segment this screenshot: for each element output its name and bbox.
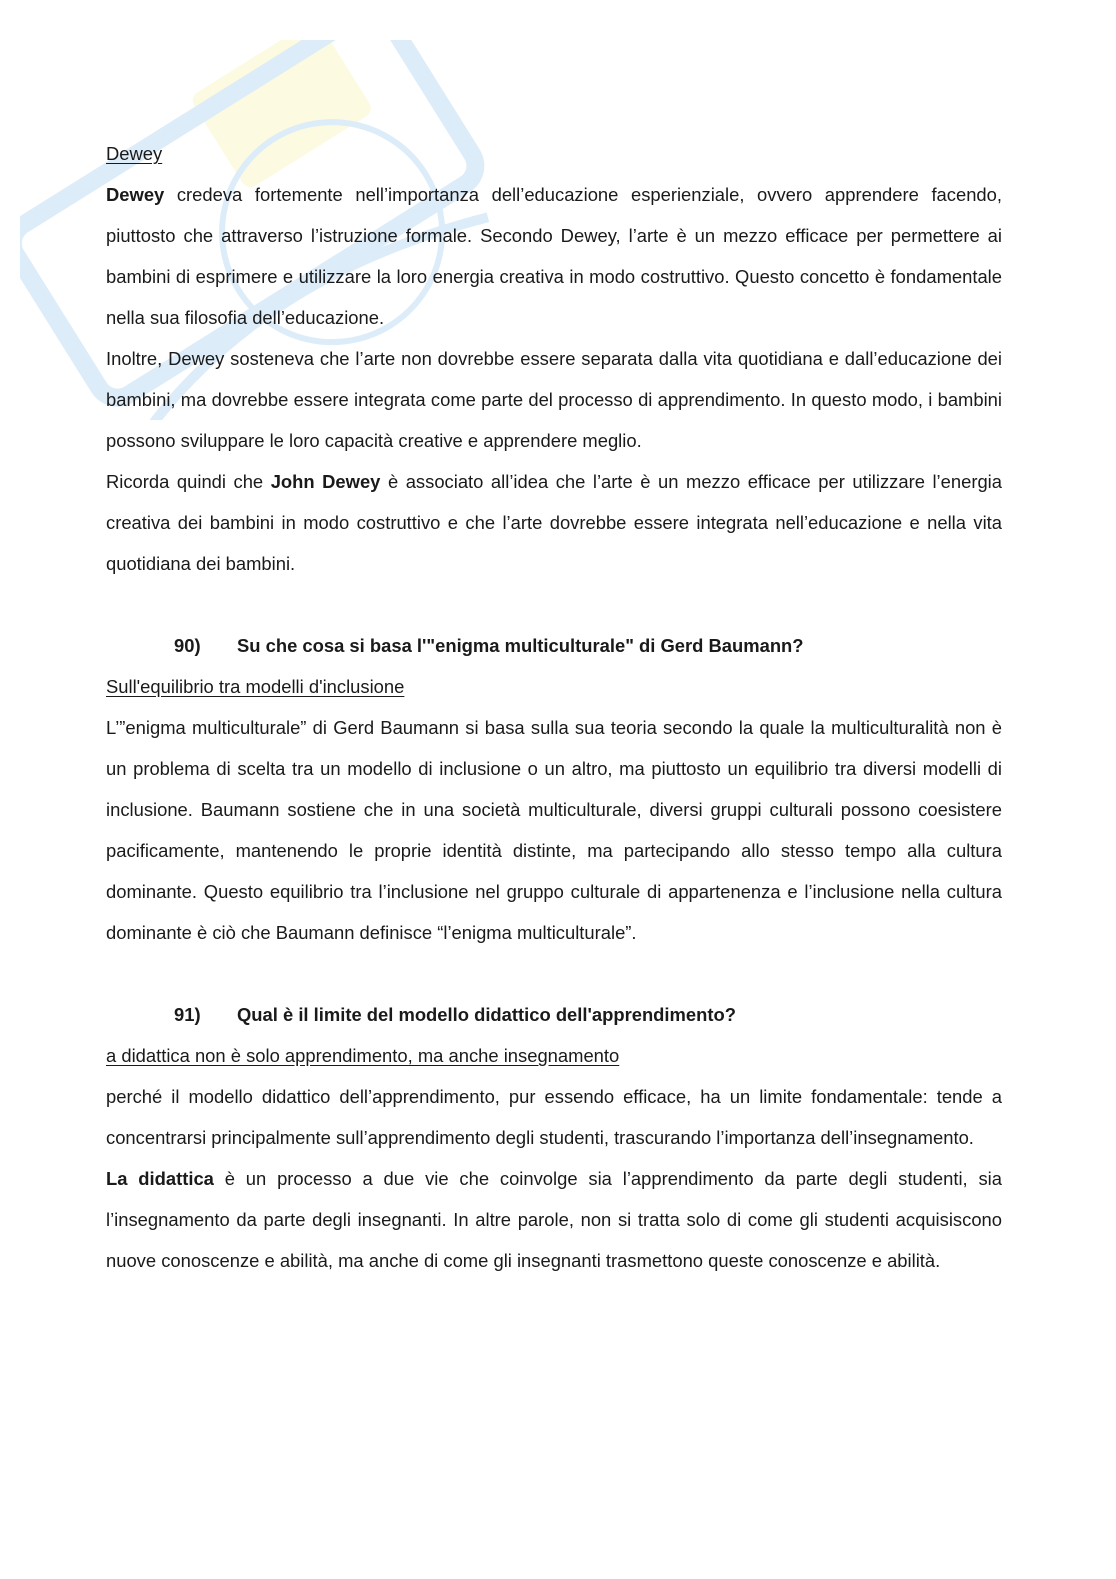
question-text: Su che cosa si basa l'"enigma multiculturale" di Gerd Baumann? <box>237 635 804 656</box>
question-text: Qual è il limite del modello didattico dell'apprendimento? <box>237 1004 736 1025</box>
paragraph-91-1: perché il modello didattico dell’apprendimento, pur essendo efficace, ha un limite fondamentale: tende a concentrarsi principalmente sull’apprendimento degli studenti, trascurando l’importanza dell’insegnamento. <box>106 1086 1002 1148</box>
paragraph-dewey-2: Inoltre, Dewey sosteneva che l’arte non dovrebbe essere separata dalla vita quotidiana e dall’educazione dei bambini, ma dovrebbe essere integrata come parte del processo di apprendimento. In questo modo, i bambini possono sviluppare le loro capacità creative e apprendere meglio. <box>106 348 1002 451</box>
question-number: 90) <box>174 635 201 656</box>
paragraph-90: L’”enigma multiculturale” di Gerd Baumann si basa sulla sua teoria secondo la quale la multiculturalità non è un problema di scelta tra un modello di inclusione o un altro, ma piuttosto un equilibrio tra diversi modelli di inclusione. Baumann sostiene che in una società multiculturale, diversi gruppi culturali possono coesistere pacificamente, mantenendo le proprie identità distinte, ma partecipando allo stesso tempo alla cultura dominante. Questo equilibrio tra l’inclusione nel gruppo culturale di appartenenza e l’inclusione nella cultura dominante è ciò che Baumann definisce “l’enigma multiculturale”. <box>106 717 1002 943</box>
paragraph-dewey-1: Dewey credeva fortemente nell’importanza dell’educazione esperienziale, ovvero apprendere facendo, piuttosto che attraverso l’istruzione formale. Secondo Dewey, l’arte è un mezzo efficace per permettere ai bambini di esprimere e utilizzare la loro energia creativa in modo costruttivo. Questo concetto è fondamentale nella sua filosofia dell’educazione. <box>106 184 1002 328</box>
answer-title-91: a didattica non è solo apprendimento, ma anche insegnamento <box>106 1045 620 1066</box>
answer-title-90: Sull'equilibrio tra modelli d'inclusione <box>106 676 405 697</box>
question-90-heading <box>106 625 1002 666</box>
paragraph-91-2: La didattica è un processo a due vie che coinvolge sia l’apprendimento da parte degli studenti, sia l’insegnamento da parte degli insegnanti. In altre parole, non si tratta solo di come gli studenti acquisiscono nuove conoscenze e abilità, ma anche di come gli insegnanti trasmettono queste conoscenze e abilità. <box>106 1168 1002 1271</box>
section-heading-dewey: Dewey <box>106 143 163 164</box>
question-number: 91) <box>174 1004 201 1025</box>
question-91-heading <box>106 994 1002 1035</box>
document-page <box>106 133 1002 1281</box>
paragraph-dewey-3: Ricorda quindi che John Dewey è associato all’idea che l’arte è un mezzo efficace per utilizzare l’energia creativa dei bambini in modo costruttivo e che l’arte dovrebbe essere integrata nell’educazione e nella vita quotidiana dei bambini. <box>106 471 1002 574</box>
